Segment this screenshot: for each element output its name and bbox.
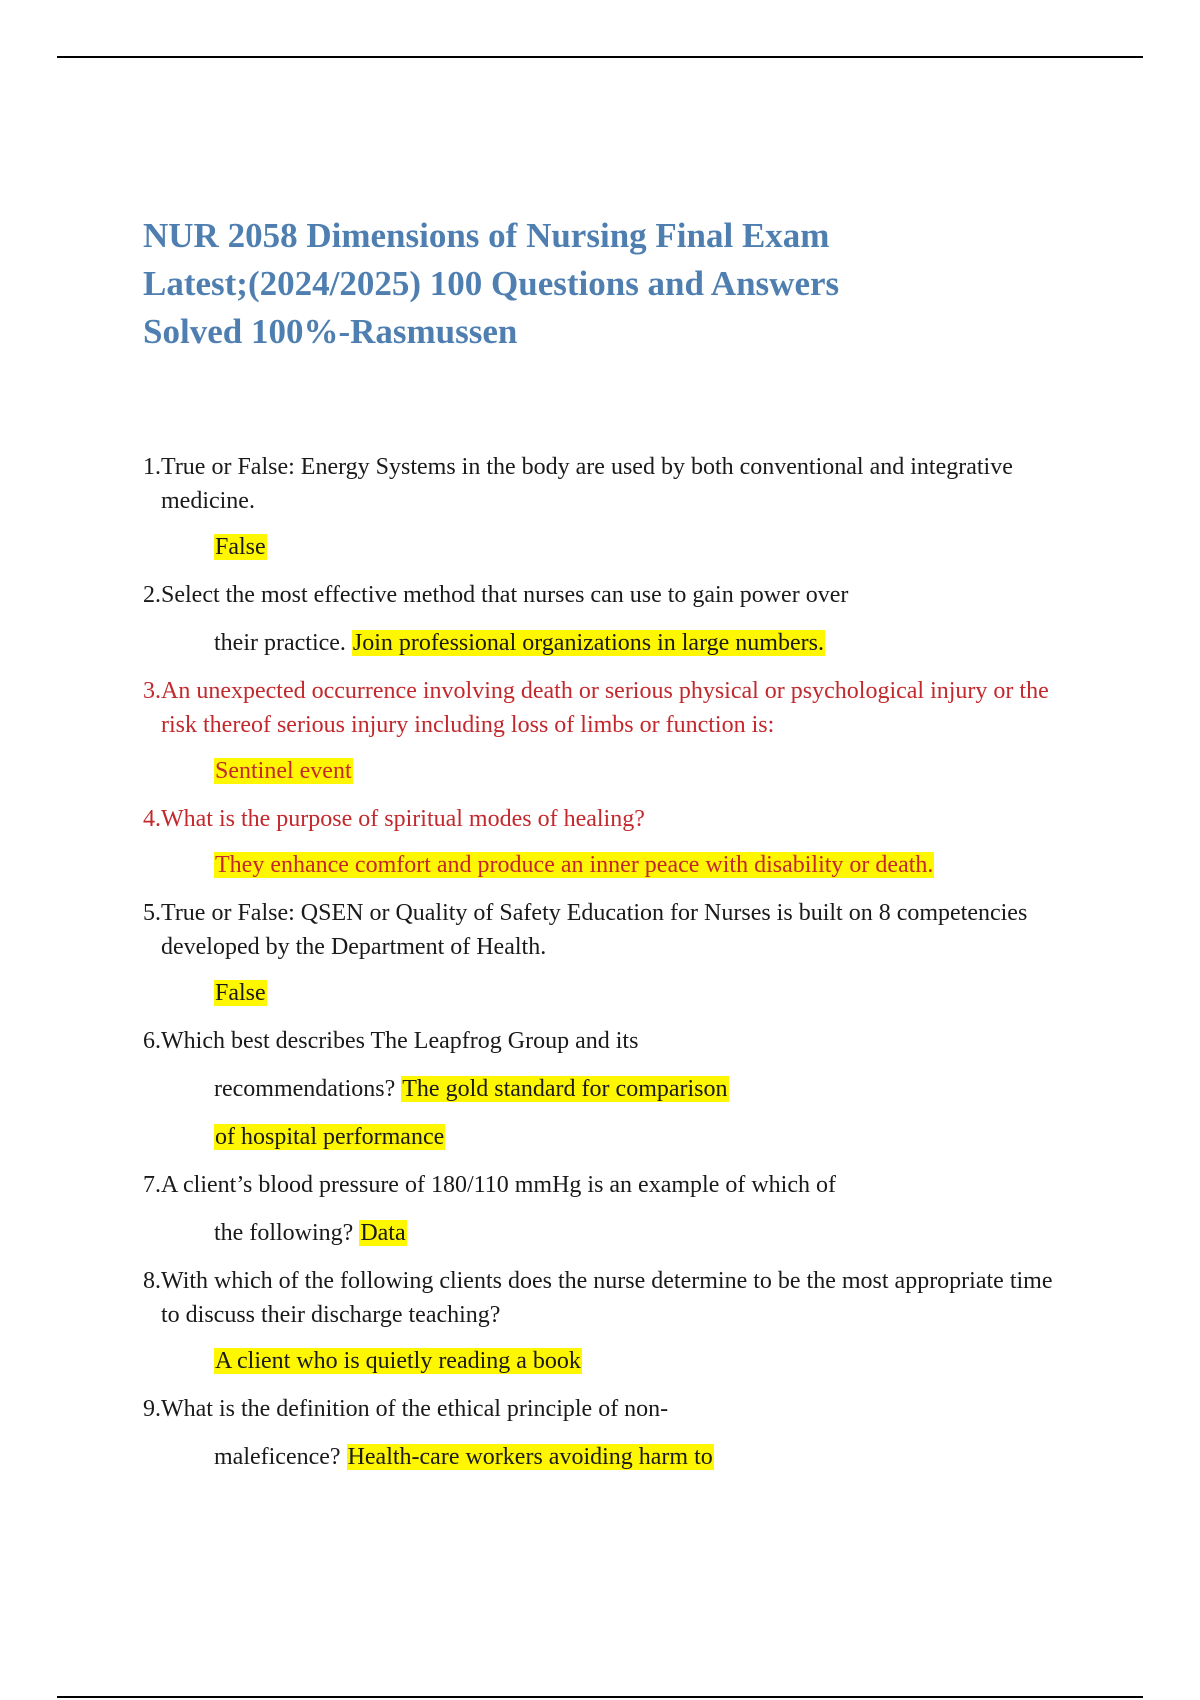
question-8: [143, 1264, 1063, 1332]
title-line-3: Solved 100%-Rasmussen: [143, 312, 518, 351]
question-number: 9.: [143, 1396, 161, 1422]
question-text: What is the purpose of spiritual modes of healing?: [161, 806, 645, 832]
answer-6-continued: [143, 1120, 1063, 1154]
question-number: 5.: [143, 900, 161, 926]
question-continuation: the following?: [214, 1220, 360, 1246]
answer-4: [143, 848, 1063, 882]
question-9: [143, 1392, 1063, 1426]
question-continuation: maleficence?: [214, 1444, 347, 1470]
question-2: [143, 578, 1063, 612]
question-text: Which best describes The Leapfrog Group and its: [161, 1028, 639, 1054]
question-text: An unexpected occurrence involving death or serious physical or psychological injury or the risk thereof serious injury including loss of limbs or function is:: [161, 678, 1049, 738]
question-4: [143, 802, 1063, 836]
question-5: [143, 896, 1063, 964]
question-text: True or False: QSEN or Quality of Safety Education for Nurses is built on 8 competencies developed by the Department of Health.: [161, 900, 1028, 960]
question-number: 8.: [143, 1268, 161, 1294]
header-rule: [57, 56, 1143, 58]
answer-highlight: of hospital performance: [215, 1124, 445, 1150]
question-number: 1.: [143, 454, 161, 480]
answer-6: [143, 1072, 1063, 1106]
question-3: [143, 674, 1063, 742]
question-number: 2.: [143, 582, 161, 608]
question-text: Select the most effective method that nurses can use to gain power over: [161, 582, 849, 608]
answer-9: [143, 1440, 1063, 1474]
question-number: 3.: [143, 678, 161, 704]
question-7: [143, 1168, 1063, 1202]
title-line-2: Latest;(2024/2025) 100 Questions and Answers: [143, 264, 840, 303]
question-text: True or False: Energy Systems in the body are used by both conventional and integrative medicine.: [161, 454, 1013, 514]
answer-highlight: Data: [360, 1220, 406, 1246]
answer-highlight: Health-care workers avoiding harm to: [347, 1444, 713, 1470]
question-6: [143, 1024, 1063, 1058]
answer-highlight: The gold standard for comparison: [402, 1076, 728, 1102]
answer-highlight: They enhance comfort and produce an inner peace with disability or death.: [215, 852, 934, 878]
question-number: 7.: [143, 1172, 161, 1198]
question-text: What is the definition of the ethical principle of non-: [161, 1396, 669, 1422]
question-number: 4.: [143, 806, 161, 832]
document-title: [143, 212, 1043, 356]
answer-2: [143, 626, 1063, 660]
answer-highlight: Sentinel event: [215, 758, 352, 784]
answer-7: [143, 1216, 1063, 1250]
question-continuation: their practice.: [214, 630, 352, 656]
answer-highlight: False: [215, 980, 266, 1006]
question-text: A client’s blood pressure of 180/110 mmHg is an example of which of: [161, 1172, 836, 1198]
answer-8: [143, 1344, 1063, 1378]
answer-highlight: False: [215, 534, 266, 560]
answer-3: [143, 754, 1063, 788]
footer-rule: [57, 1696, 1143, 1698]
question-1: [143, 450, 1063, 518]
title-line-1: NUR 2058 Dimensions of Nursing Final Exam: [143, 216, 830, 255]
answer-1: [143, 530, 1063, 564]
question-list: [143, 450, 1063, 1488]
question-text: With which of the following clients does the nurse determine to be the most appropriate time to discuss their discharge teaching?: [161, 1268, 1053, 1328]
answer-5: [143, 976, 1063, 1010]
answer-highlight: A client who is quietly reading a book: [215, 1348, 581, 1374]
question-number: 6.: [143, 1028, 161, 1054]
answer-highlight: Join professional organizations in large numbers.: [352, 630, 824, 656]
question-continuation: recommendations?: [214, 1076, 402, 1102]
